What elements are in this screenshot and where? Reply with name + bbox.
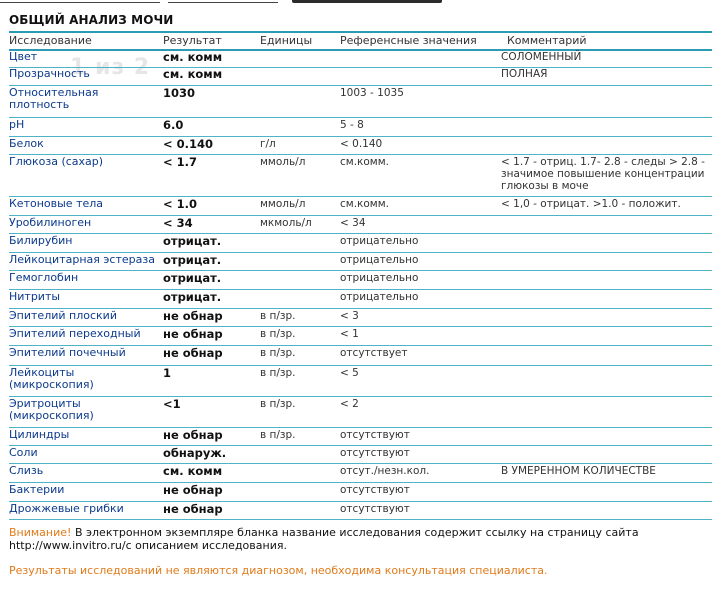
header-units: Единицы bbox=[260, 34, 313, 47]
reference-value: отсутствуют bbox=[340, 503, 410, 515]
units-value: в п/зр. bbox=[260, 347, 296, 359]
reference-value: отсутствует bbox=[340, 347, 408, 359]
header-test: Исследование bbox=[9, 34, 92, 47]
test-name: Лейкоцитарная эстераза bbox=[9, 253, 155, 266]
table-header bbox=[9, 31, 712, 51]
units-value: мкмоль/л bbox=[260, 217, 312, 229]
units-value: г/л bbox=[260, 138, 276, 150]
test-name: Лейкоциты (микроскопия) bbox=[9, 366, 94, 391]
test-name: Слизь bbox=[9, 464, 44, 477]
comment-value: ПОЛНАЯ bbox=[501, 68, 548, 80]
reference-value: отрицательно bbox=[340, 235, 419, 247]
footer-disclaimer: Результаты исследований не являются диагнозом, необходима консультация специалиста. bbox=[9, 564, 548, 577]
result-value: см. комм bbox=[163, 50, 223, 64]
test-name: Уробилиноген bbox=[9, 216, 92, 229]
page-watermark: 1 из 2 bbox=[70, 55, 151, 80]
notice-body: В электронном экземпляре бланка название исследования содержит ссылку на страницу сайта http://www.invitro.ru/с описанием исследования. bbox=[9, 526, 639, 552]
reference-value: < 0.140 bbox=[340, 138, 383, 150]
table-row bbox=[9, 397, 712, 428]
reference-value: отсут./незн.кол. bbox=[340, 465, 430, 477]
notice-label: Внимание! bbox=[9, 526, 72, 539]
test-name: Соли bbox=[9, 446, 38, 459]
table-row bbox=[9, 50, 712, 68]
result-value: не обнар bbox=[163, 346, 223, 360]
table-row bbox=[9, 309, 712, 327]
table-row bbox=[9, 216, 712, 234]
reference-value: < 1 bbox=[340, 328, 359, 340]
table-row bbox=[9, 118, 712, 137]
units-value: в п/зр. bbox=[260, 328, 296, 340]
reference-value: 1003 - 1035 bbox=[340, 87, 404, 99]
result-value: 1 bbox=[163, 366, 172, 380]
table-row bbox=[9, 137, 712, 155]
result-value: см. комм bbox=[163, 464, 223, 478]
result-value: < 1.0 bbox=[163, 197, 198, 211]
table-row bbox=[9, 234, 712, 253]
table-row bbox=[9, 428, 712, 446]
table-row bbox=[9, 290, 712, 309]
comment-value: В УМЕРЕННОМ КОЛИЧЕСТВЕ bbox=[501, 465, 656, 477]
reference-value: 5 - 8 bbox=[340, 119, 364, 131]
result-value: отрицат. bbox=[163, 290, 222, 304]
result-value: <1 bbox=[163, 397, 181, 411]
reference-value: отсутствуют bbox=[340, 429, 410, 441]
result-value: обнаруж. bbox=[163, 446, 227, 460]
test-name: Кетоновые тела bbox=[9, 197, 104, 210]
reference-value: см.комм. bbox=[340, 198, 389, 210]
reference-value: отрицательно bbox=[340, 291, 419, 303]
test-name: pH bbox=[9, 118, 25, 131]
result-value: < 1.7 bbox=[163, 155, 198, 169]
test-name: Гемоглобин bbox=[9, 271, 79, 284]
table-row bbox=[9, 366, 712, 397]
result-value: не обнар bbox=[163, 309, 223, 323]
test-name: Белок bbox=[9, 137, 44, 150]
table-row bbox=[9, 86, 712, 118]
test-name: Эритроциты (микроскопия) bbox=[9, 397, 94, 422]
table-row bbox=[9, 446, 712, 464]
table-row bbox=[9, 464, 712, 483]
units-value: в п/зр. bbox=[260, 310, 296, 322]
top-divider-right bbox=[168, 2, 278, 3]
top-edge-decoration bbox=[0, 0, 715, 6]
test-name: Цилиндры bbox=[9, 428, 70, 441]
table-row bbox=[9, 327, 712, 346]
result-value: отрицат. bbox=[163, 234, 222, 248]
units-value: в п/зр. bbox=[260, 429, 296, 441]
result-value: не обнар bbox=[163, 327, 223, 341]
comment-value: СОЛОМЕННЫЙ bbox=[501, 51, 582, 63]
table-row bbox=[9, 155, 712, 197]
table-row bbox=[9, 271, 712, 290]
result-value: не обнар bbox=[163, 483, 223, 497]
test-name: Прозрачность bbox=[9, 67, 90, 80]
result-value: отрицат. bbox=[163, 253, 222, 267]
test-name: Билирубин bbox=[9, 234, 73, 247]
result-value: см. комм bbox=[163, 67, 223, 81]
comment-value: < 1.7 - отриц. 1.7- 2.8 - следы > 2.8 - значимое повышение концентрации глюкозы в моче bbox=[501, 156, 705, 192]
result-value: < 0.140 bbox=[163, 137, 214, 151]
reference-value: < 2 bbox=[340, 398, 359, 410]
test-name: Дрожжевые грибки bbox=[9, 502, 124, 515]
reference-value: отрицательно bbox=[340, 272, 419, 284]
test-name: Эпителий плоский bbox=[9, 309, 117, 322]
reference-value: отсутствуют bbox=[340, 484, 410, 496]
result-value: не обнар bbox=[163, 502, 223, 516]
test-name: Эпителий почечный bbox=[9, 346, 126, 359]
comment-value: < 1,0 - отрицат. >1.0 - положит. bbox=[501, 198, 681, 210]
header-reference: Референсные значения bbox=[340, 34, 477, 47]
reference-value: < 34 bbox=[340, 217, 366, 229]
test-name: Цвет bbox=[9, 50, 38, 63]
test-name: Глюкоза (сахар) bbox=[9, 155, 104, 168]
top-divider-left bbox=[0, 2, 160, 3]
table-row bbox=[9, 346, 712, 366]
table-row bbox=[9, 483, 712, 502]
test-name: Нитриты bbox=[9, 290, 61, 303]
reference-value: отсутствуют bbox=[340, 447, 410, 459]
top-redacted-block bbox=[292, 0, 442, 3]
result-value: 1030 bbox=[163, 86, 196, 100]
reference-value: отрицательно bbox=[340, 254, 419, 266]
result-value: отрицат. bbox=[163, 271, 222, 285]
table-row bbox=[9, 197, 712, 216]
header-result: Результат bbox=[163, 34, 222, 47]
units-value: в п/зр. bbox=[260, 398, 296, 410]
table-row bbox=[9, 253, 712, 271]
header-comment: Комментарий bbox=[507, 34, 587, 47]
reference-value: < 3 bbox=[340, 310, 359, 322]
test-name: Бактерии bbox=[9, 483, 65, 496]
table-row bbox=[9, 67, 712, 86]
result-value: < 34 bbox=[163, 216, 193, 230]
page-title: ОБЩИЙ АНАЛИЗ МОЧИ bbox=[9, 13, 174, 27]
result-value: 6.0 bbox=[163, 118, 184, 132]
table-row bbox=[9, 502, 712, 520]
reference-value: < 5 bbox=[340, 367, 359, 379]
notice-text bbox=[9, 526, 709, 552]
units-value: ммоль/л bbox=[260, 198, 306, 210]
units-value: в п/зр. bbox=[260, 367, 296, 379]
units-value: ммоль/л bbox=[260, 156, 306, 168]
test-name: Эпителий переходный bbox=[9, 327, 141, 340]
reference-value: см.комм. bbox=[340, 156, 389, 168]
test-name: Относительная плотность bbox=[9, 86, 99, 111]
result-value: не обнар bbox=[163, 428, 223, 442]
